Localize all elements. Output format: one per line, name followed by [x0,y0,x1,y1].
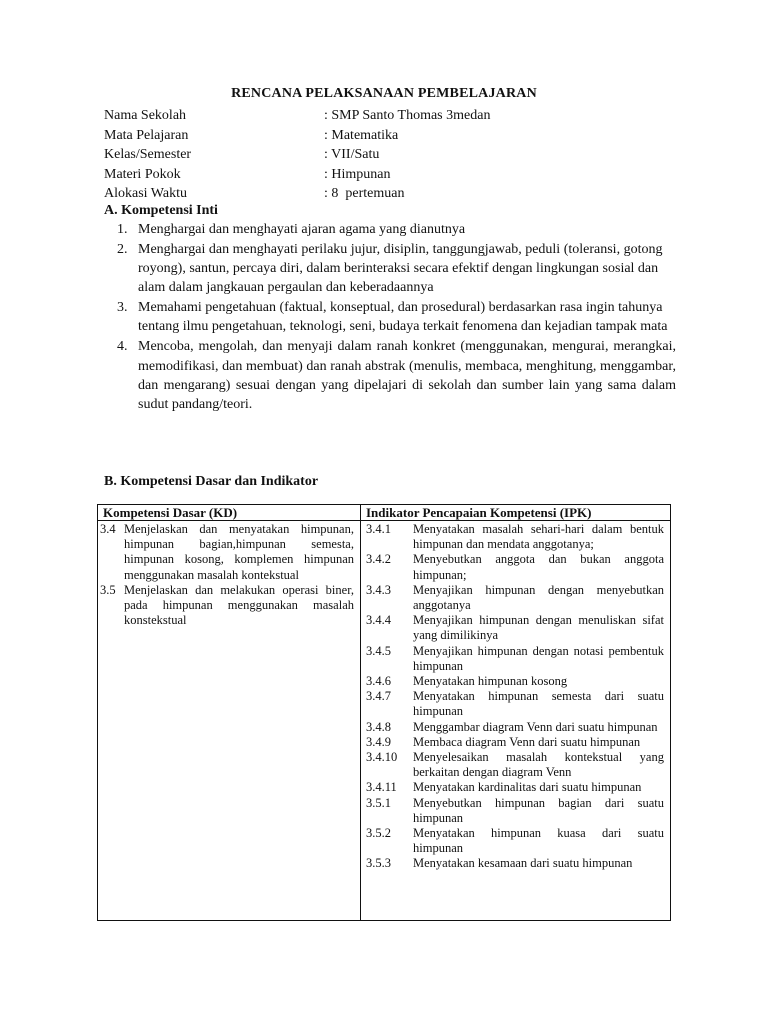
identity-label: Materi Pokok [104,166,181,182]
kd-item [100,583,354,629]
ipk-number: 3.5.2 [366,826,391,841]
table-header-kd: Kompetensi Dasar (KD) [103,505,238,520]
ipk-number: 3.4.9 [366,734,391,749]
ipk-text: Membaca diagram Venn dari suatu himpunan [413,734,641,749]
list-item-text: Menghargai dan menghayati ajaran agama yang dianutnya [138,222,466,237]
ipk-item [366,613,664,643]
identity-row-class [104,145,684,165]
identity-value: : 8 pertemuan [324,186,405,201]
ipk-number: 3.4.6 [366,674,391,689]
ipk-number: 3.4.11 [366,780,397,795]
ipk-number: 3.5.3 [366,856,391,871]
ipk-number: 3.4.5 [366,643,391,658]
ipk-item [366,720,664,735]
ipk-text: Menyatakan himpunan kuasa dari suatu himpunan [413,826,664,856]
ipk-text: Menyatakan masalah sehari-hari dalam bentuk himpunan dan mendata anggotanya; [413,522,664,552]
identity-label: Mata Pelajaran [104,127,189,143]
list-item [104,298,676,337]
kd-text: Menjelaskan dan menyatakan himpunan, himpunan bagian,himpunan semesta, himpunan kosong, komplemen himpunan menggunakan masalah kontekstual [124,522,354,582]
identity-row-school [104,106,684,126]
kd-number: 3.5 [100,582,116,597]
list-item-text: Menghargai dan menghayati perilaku jujur, disiplin, tanggungjawab, peduli (toleransi, gotong royong), santun, percaya diri, dalam berinteraksi secara efektif dengan lingkungan sosial dan alam dalam jangkauan pergaulan dan keberadaannya [138,241,663,296]
ipk-item [366,796,664,826]
list-item-text: Mencoba, mengolah, dan menyaji dalam ranah konkret (menggunakan, mengurai, merangkai, memodifikasi, dan membuat) dan ranah abstrak (menulis, membaca, menghitung, menggambar, dan mengarang) sesuai dengan yang dipelajari di sekolah dan sumber lain yang sama dalam sudut pandang/teori. [138,339,676,413]
identity-label: Kelas/Semester [104,147,192,162]
list-item [104,220,676,239]
ipk-item [366,735,664,750]
list-item-number: 4. [117,339,128,355]
list-item-number: 3. [117,300,128,316]
ipk-text: Menyajikan himpunan dengan menuliskan sifat yang dimilikinya [413,613,664,643]
identity-block [104,106,684,204]
ipk-item [366,689,664,719]
ipk-number: 3.4.2 [366,552,391,567]
ipk-number: 3.4.7 [366,689,391,704]
ipk-number: 3.4.1 [366,522,391,536]
ipk-text: Menggambar diagram Venn dari suatu himpunan [413,719,658,734]
ipk-text: Menyatakan himpunan kosong [413,674,568,689]
ipk-number: 3.5.1 [366,795,391,810]
table-header-ipk: Indikator Pencapaian Kompetensi (IPK) [366,505,592,520]
kd-text: Menjelaskan dan melakukan operasi biner, pada himpunan menggunakan masalah konstekstual [124,582,354,628]
identity-row-subject [104,126,684,146]
list-item-number: 2. [117,241,128,257]
list-item [104,240,676,298]
ipk-number: 3.4.3 [366,582,391,597]
kd-number: 3.4 [100,522,116,536]
ipk-item [366,583,664,613]
section-b-heading: B. Kompetensi Dasar dan Indikator [104,474,319,489]
list-item-text: Memahami pengetahuan (faktual, konseptual, dan prosedural) berdasarkan rasa ingin tahunya tentang ilmu pengetahuan, teknologi, seni, budaya terkait fenomena dan kejadian tampak mata [138,300,668,335]
table-header-divider [98,520,670,521]
ipk-item [366,856,664,871]
ipk-number: 3.4.10 [366,750,398,765]
identity-row-topic [104,165,684,185]
core-competency-list [104,220,676,415]
identity-label: Alokasi Waktu [104,186,187,201]
ipk-item [366,522,664,552]
ipk-text: Menyatakan kardinalitas dari suatu himpunan [413,780,642,795]
ipk-item [366,826,664,856]
ipk-item [366,780,664,795]
ipk-column [366,522,664,872]
identity-label: Nama Sekolah [104,108,187,123]
competency-table [97,504,671,921]
kd-item [100,522,354,583]
identity-value: : Himpunan [324,166,391,182]
ipk-text: Menyebutkan anggota dan bukan anggota himpunan; [413,552,664,582]
ipk-number: 3.4.8 [366,719,391,734]
section-a-heading: A. Kompetensi Inti [104,203,218,218]
ipk-item [366,674,664,689]
identity-value: : Matematika [324,127,399,143]
identity-value: : SMP Santo Thomas 3medan [324,108,491,123]
list-item [104,337,676,414]
identity-value: : VII/Satu [324,147,380,162]
identity-row-time [104,184,684,204]
list-item-number: 1. [117,222,128,237]
ipk-item [366,552,664,582]
kd-column [100,522,354,628]
ipk-item [366,644,664,674]
table-column-divider [360,505,361,920]
ipk-text: Menyajikan himpunan dengan notasi pembentuk himpunan [413,643,664,673]
ipk-text: Menyatakan himpunan semesta dari suatu himpunan [413,689,664,719]
ipk-text: Menyatakan kesamaan dari suatu himpunan [413,856,633,871]
ipk-item [366,750,664,780]
ipk-text: Menyebutkan himpunan bagian dari suatu himpunan [413,795,664,825]
ipk-text: Menyelesaikan masalah kontekstual yang berkaitan dengan diagram Venn [413,750,664,780]
ipk-text: Menyajikan himpunan dengan menyebutkan anggotanya [413,582,664,613]
document-title: RENCANA PELAKSANAAN PEMBELAJARAN [231,86,537,101]
ipk-number: 3.4.4 [366,613,391,628]
